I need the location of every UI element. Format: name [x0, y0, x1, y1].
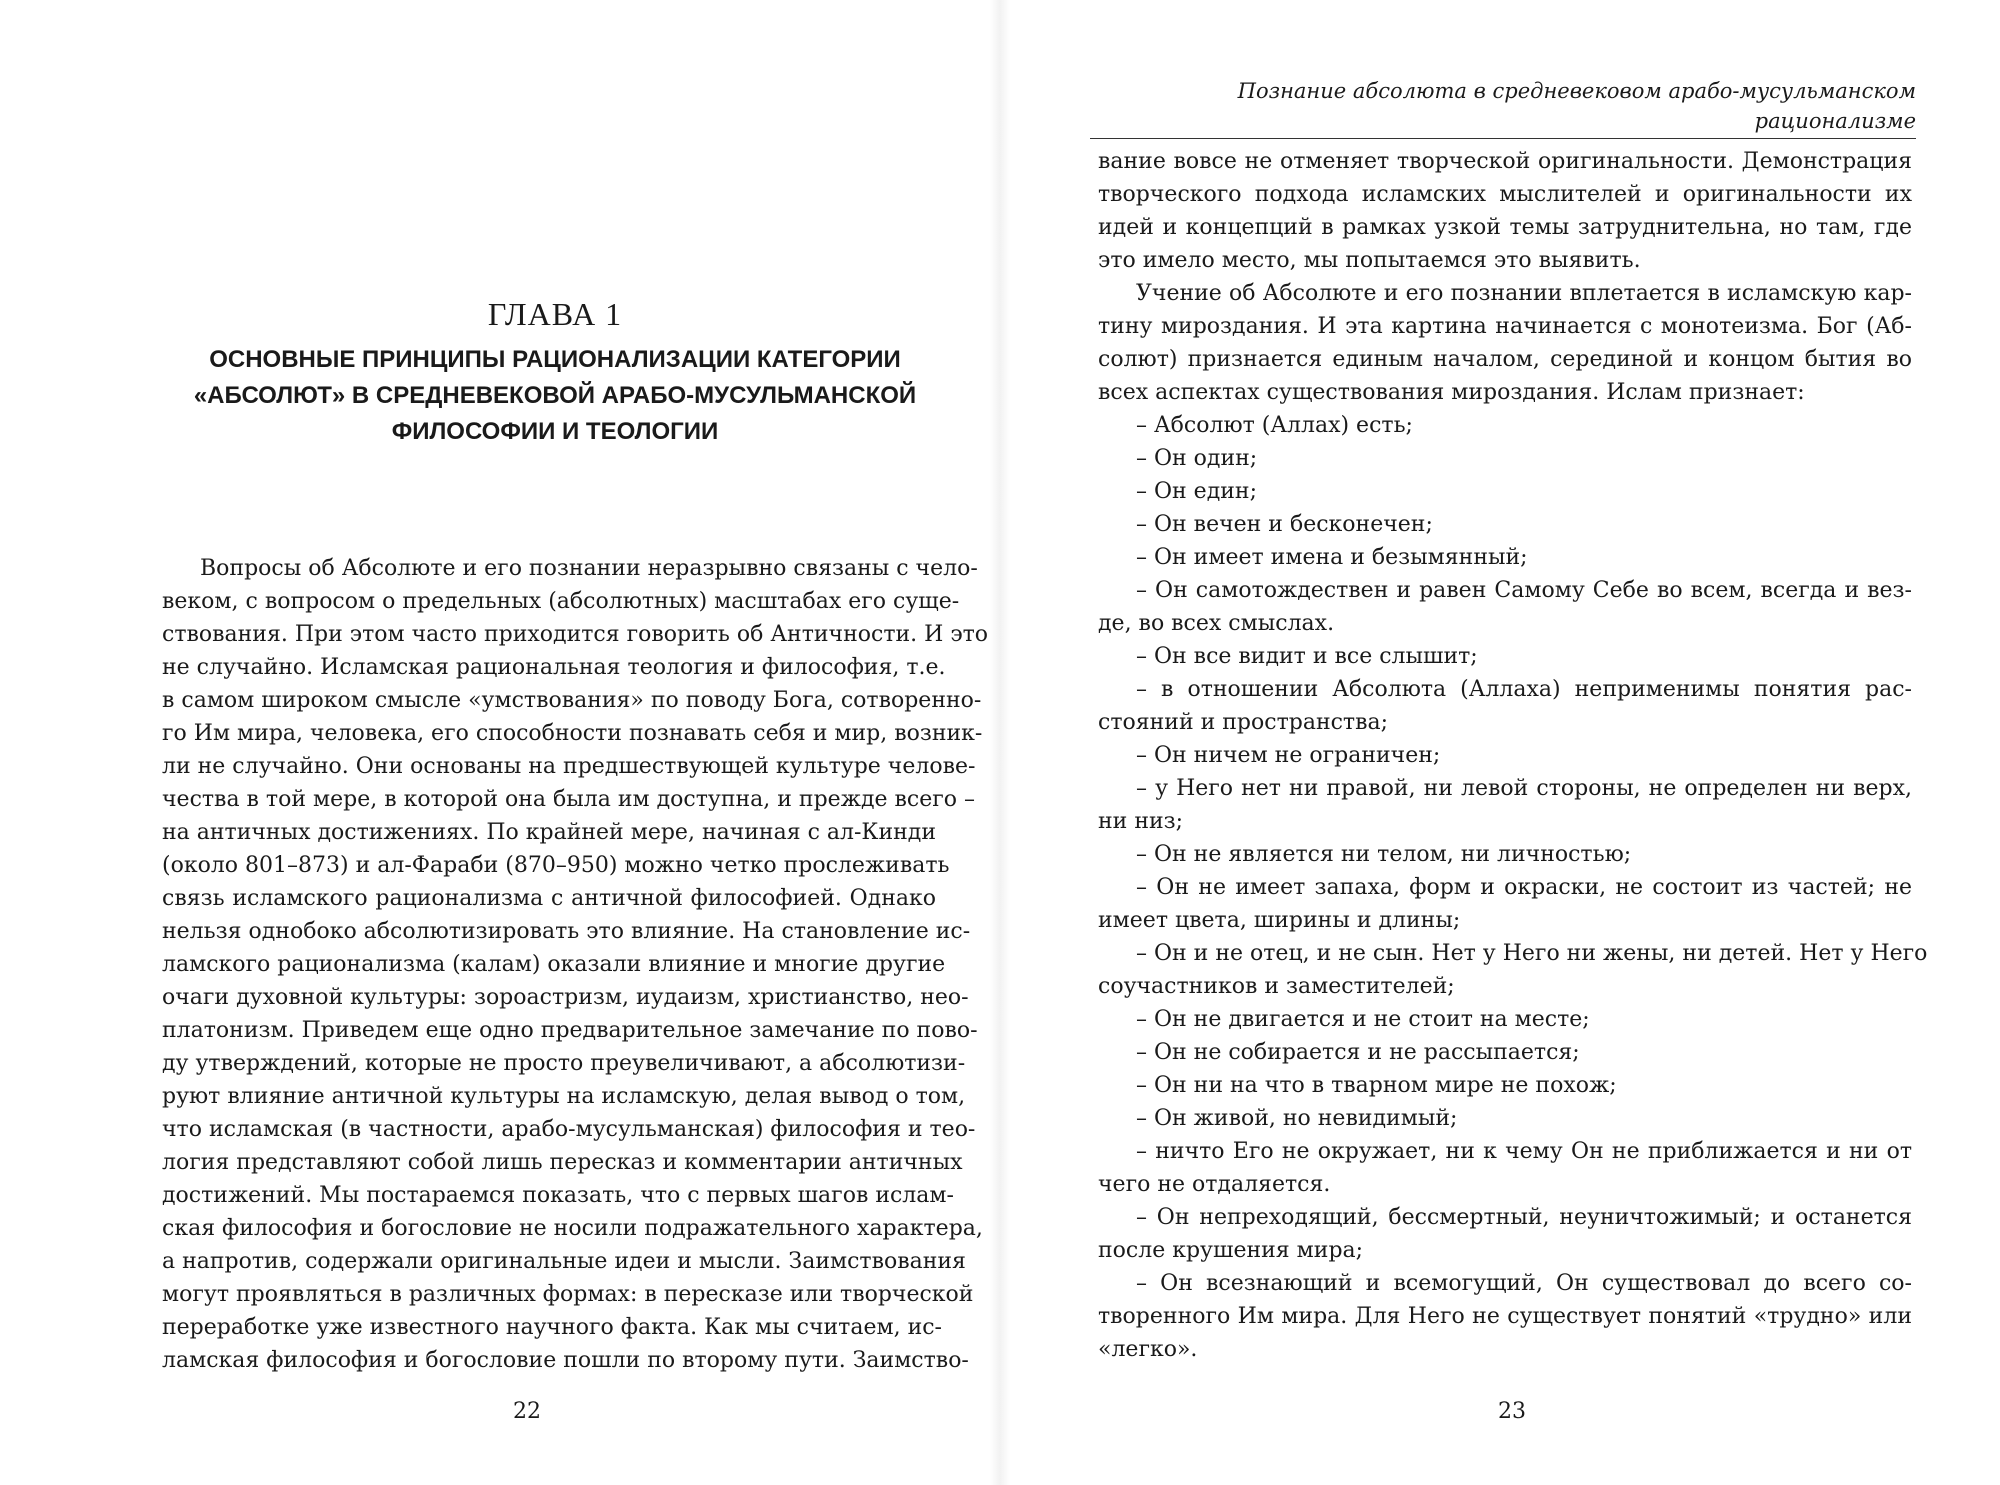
list-item: – в отношении Абсолюта (Аллаха) неприменимы понятия рас-: [1136, 677, 1912, 702]
text-line: го Им мира, человека, его способности познавать себя и мир, возник-: [162, 721, 983, 746]
text-line: ли не случайно. Они основаны на предшествующей культуре челове-: [162, 754, 976, 779]
list-item: – Он ни на что в тварном мире не похож;: [1136, 1073, 1617, 1098]
text-line: что исламская (в частности, арабо-мусульманская) философия и тео-: [162, 1117, 976, 1142]
text-line: всех аспектах существования мироздания. Ислам признает:: [1098, 380, 1805, 405]
text-line: творенного Им мира. Для Него не существует понятий «трудно» или: [1098, 1304, 1912, 1329]
text-line: вание вовсе не отменяет творческой оригинальности. Демонстрация: [1098, 149, 1912, 174]
text-line: логия представляют собой лишь пересказ и комментарии античных: [162, 1150, 963, 1175]
list-item: – Он не имеет запаха, форм и окраски, не состоит из частей; не: [1136, 875, 1912, 900]
text-line: очаги духовной культуры: зороастризм, иудаизм, христианство, нео-: [162, 985, 969, 1010]
list-item: – Он един;: [1136, 479, 1257, 504]
text-line: (около 801–873) и ал-Фараби (870–950) можно четко прослеживать: [162, 853, 950, 878]
chapter-label: ГЛАВА 1: [487, 296, 623, 332]
text-line: веком, с вопросом о предельных (абсолютных) масштабах его суще-: [162, 589, 960, 614]
list-item: – Он самотождествен и равен Самому Себе во всем, всегда и вез-: [1136, 578, 1912, 603]
text-line: переработке уже известного научного факта. Как мы считаем, ис-: [162, 1315, 942, 1340]
list-item: – Он непреходящий, бессмертный, неуничтожимый; и останется: [1136, 1205, 1912, 1230]
chapter-title-line: ОСНОВНЫЕ ПРИНЦИПЫ РАЦИОНАЛИЗАЦИИ КАТЕГОРИИ: [209, 346, 901, 373]
text-line: де, во всех смыслах.: [1098, 611, 1335, 636]
text-line: имеет цвета, ширины и длины;: [1098, 908, 1461, 933]
text-line: идей и концепций в рамках узкой темы затруднительна, но там, где: [1098, 215, 1912, 240]
list-item: – у Него нет ни правой, ни левой стороны, не определен ни верх,: [1136, 776, 1912, 801]
list-item: – Он живой, но невидимый;: [1136, 1106, 1458, 1131]
list-item: – Он имеет имена и безымянный;: [1136, 545, 1528, 570]
text-line: платонизм. Приведем еще одно предварительное замечание по пово-: [162, 1018, 978, 1043]
chapter-title: [120, 342, 990, 450]
list-item: – Он не двигается и не стоит на месте;: [1136, 1007, 1590, 1032]
text-line: солют) признается единым началом, серединой и концом бытия во: [1098, 347, 1912, 372]
text-line: чего не отдаляется.: [1098, 1172, 1331, 1197]
text-line: нельзя однобоко абсолютизировать это влияние. На становление ис-: [162, 919, 971, 944]
text-line: в самом широком смысле «умствования» по поводу Бога, сотворенно-: [162, 688, 982, 713]
list-item: – Он один;: [1136, 446, 1258, 471]
text-line: не случайно. Исламская рациональная теология и философия, т.е.: [162, 655, 946, 680]
text-line: ду утверждений, которые не просто преувеличивают, а абсолютизи-: [162, 1051, 966, 1076]
text-line: это имело место, мы попытаемся это выявить.: [1098, 248, 1641, 273]
text-line: ствования. При этом часто приходится говорить об Античности. И это: [162, 622, 989, 647]
text-line: ни низ;: [1098, 809, 1184, 834]
text-line: достижений. Мы постараемся показать, что с первых шагов ислам-: [162, 1183, 954, 1208]
text-line: соучастников и заместителей;: [1098, 974, 1455, 999]
text-line: могут проявляться в различных формах: в пересказе или творческой: [162, 1282, 974, 1307]
text-line: стояний и пространства;: [1098, 710, 1389, 735]
list-item: – Он всезнающий и всемогущий, Он существовал до всего со-: [1136, 1271, 1912, 1296]
text-line: связь исламского рационализма с античной философией. Однако: [162, 886, 936, 911]
text-line: тину мироздания. И эта картина начинается с монотеизма. Бог (Аб-: [1098, 314, 1912, 339]
chapter-title-line: «АБСОЛЮТ» В СРЕДНЕВЕКОВОЙ АРАБО-МУСУЛЬМАНСКОЙ: [193, 382, 917, 409]
page-number: 22: [513, 1399, 541, 1424]
text-line: Вопросы об Абсолюте и его познании неразрывно связаны с чело-: [200, 556, 978, 581]
text-line: ламского рационализма (калам) оказали влияние и многие другие: [162, 952, 946, 977]
text-line: ламская философия и богословие пошли по второму пути. Заимство-: [162, 1348, 969, 1373]
list-item: – Он ничем не ограничен;: [1136, 743, 1441, 768]
page-number: 23: [1498, 1399, 1526, 1424]
list-item: – Он и не отец, и не сын. Нет у Него ни жены, ни детей. Нет у Него: [1136, 941, 1928, 966]
text-line: ская философия и богословие не носили подражательного характера,: [162, 1216, 983, 1241]
list-item: – Абсолют (Аллах) есть;: [1136, 413, 1413, 438]
text-line: чества в той мере, в которой она была им доступна, и прежде всего –: [162, 787, 975, 812]
text-line: на античных достижениях. По крайней мере, начиная с ал-Кинди: [162, 820, 936, 845]
chapter-title-line: ФИЛОСОФИИ И ТЕОЛОГИИ: [391, 418, 719, 445]
text-line: после крушения мира;: [1098, 1238, 1364, 1263]
text-line: Учение об Абсолюте и его познании вплетается в исламскую кар-: [1136, 281, 1912, 306]
text-line: творческого подхода исламских мыслителей и оригинальности их: [1098, 182, 1912, 207]
list-item: – Он не собирается и не рассыпается;: [1136, 1040, 1580, 1065]
text-line: «легко».: [1098, 1337, 1198, 1362]
list-item: – Он все видит и все слышит;: [1136, 644, 1478, 669]
text-line: а напротив, содержали оригинальные идеи и мысли. Заимствования: [162, 1249, 966, 1274]
list-item: – Он вечен и бесконечен;: [1136, 512, 1433, 537]
text-line: руют влияние античной культуры на исламскую, делая вывод о том,: [162, 1084, 966, 1109]
list-item: – Он не является ни телом, ни личностью;: [1136, 842, 1632, 867]
list-item: – ничто Его не окружает, ни к чему Он не приближается и ни от: [1136, 1139, 1912, 1164]
running-head: Познание абсолюта в средневековом арабо-мусульманском рационализме: [1090, 76, 1916, 139]
